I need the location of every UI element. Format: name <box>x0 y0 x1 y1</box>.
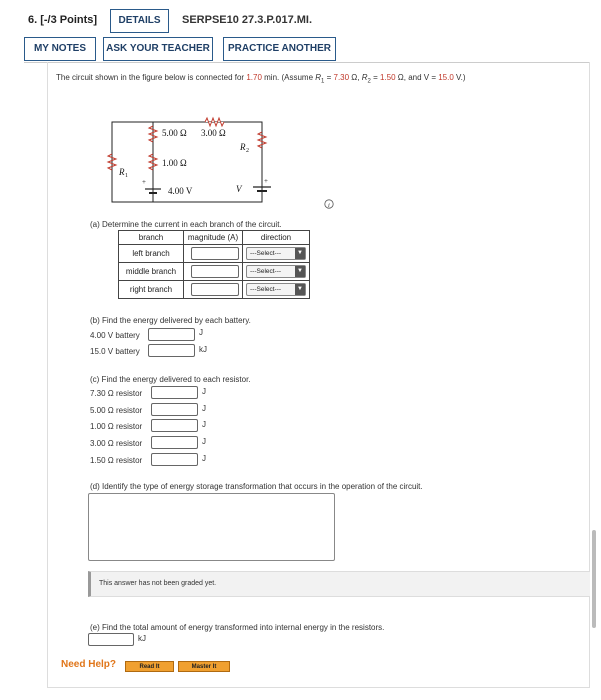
battery-15v-energy-input[interactable] <box>148 344 195 357</box>
resistor-1.50-energy-input[interactable] <box>151 453 198 466</box>
question-id: SERPSE10 27.3.P.017.MI. <box>182 14 313 26</box>
part-a-prompt: (a) Determine the current in each branch of the circuit. <box>90 220 282 229</box>
label-R2-sub: 2 <box>246 148 249 154</box>
unit-label: J <box>202 404 206 413</box>
ask-your-teacher-button[interactable]: ASK YOUR TEACHER <box>103 37 213 61</box>
unit-label: J <box>199 328 203 337</box>
branch-label: right branch <box>119 281 184 299</box>
resistor-label: 1.50 Ω resistor <box>90 456 143 465</box>
col-header-magnitude: magnitude (A) <box>184 231 243 245</box>
unit-label: kJ <box>138 634 146 643</box>
grading-notice <box>88 571 590 597</box>
branch-label: middle branch <box>119 263 184 281</box>
details-button[interactable]: DETAILS <box>110 9 169 33</box>
part-d-prompt: (d) Identify the type of energy storage transformation that occurs in the operation of the circuit. <box>90 482 423 491</box>
energy-transformation-textarea[interactable] <box>88 493 335 561</box>
need-help-label: Need Help? <box>61 659 117 670</box>
right-branch-magnitude-input[interactable] <box>191 283 239 296</box>
read-it-button[interactable]: Read It <box>125 661 174 672</box>
label-5ohm: 5.00 Ω <box>162 128 187 138</box>
label-1ohm: 1.00 Ω <box>162 158 187 168</box>
chevron-down-icon: ▼ <box>295 284 305 295</box>
resistor-3ohm-top <box>205 118 224 126</box>
col-header-direction: direction <box>243 231 310 245</box>
battery-label: 4.00 V battery <box>90 331 140 340</box>
resistor-label: 5.00 Ω resistor <box>90 406 143 415</box>
current-table <box>118 230 310 299</box>
question-number: 6. [-/3 Points] <box>28 14 98 26</box>
my-notes-button[interactable]: MY NOTES <box>24 37 96 61</box>
resistor-label: 3.00 Ω resistor <box>90 439 143 448</box>
resistor-3.00-energy-input[interactable] <box>151 436 198 449</box>
problem-statement: The circuit shown in the figure below is connected for 1.70 min. (Assume $R_1 = 7.30$ Ω, $R_2 = 1.50$ Ω, and V = 15.0 V.) <box>56 73 466 85</box>
resistor-1.00-energy-input[interactable] <box>151 419 198 432</box>
middle-branch-magnitude-input[interactable] <box>191 265 239 278</box>
chevron-down-icon: ▼ <box>295 266 305 277</box>
master-it-button[interactable]: Master It <box>178 661 230 672</box>
resistor-5.00-energy-input[interactable] <box>151 403 198 416</box>
battery-4v-energy-input[interactable] <box>148 328 195 341</box>
circuit-figure <box>105 112 285 207</box>
grading-notice-text: This answer has not been graded yet. <box>99 580 217 587</box>
label-R2: R <box>240 142 246 152</box>
label-R1-sub: 1 <box>125 173 128 179</box>
table-row <box>119 245 310 263</box>
part-e-prompt: (e) Find the total amount of energy transformed into internal energy in the resistors. <box>90 623 385 632</box>
label-4v: 4.00 V <box>168 186 193 196</box>
table-row <box>119 281 310 299</box>
resistor-label: 7.30 Ω resistor <box>90 389 143 398</box>
middle-branch-direction-select[interactable]: ---Select--- ▼ <box>246 265 306 278</box>
resistor-label: 1.00 Ω resistor <box>90 422 143 431</box>
col-header-branch: branch <box>119 231 184 245</box>
part-c-prompt: (c) Find the energy delivered to each resistor. <box>90 375 251 384</box>
label-V: V <box>236 184 242 194</box>
unit-label: kJ <box>199 345 207 354</box>
info-icon[interactable] <box>324 199 334 209</box>
label-R1: R <box>119 167 125 177</box>
unit-label: J <box>202 437 206 446</box>
battery-label: 15.0 V battery <box>90 347 140 356</box>
right-branch-direction-select[interactable]: ---Select--- ▼ <box>246 283 306 296</box>
plus-sign-left: + <box>142 178 146 186</box>
chevron-down-icon: ▼ <box>295 248 305 259</box>
part-b-prompt: (b) Find the energy delivered by each battery. <box>90 316 251 325</box>
unit-label: J <box>202 454 206 463</box>
unit-label: J <box>202 387 206 396</box>
table-row <box>119 263 310 281</box>
scrollbar-thumb[interactable] <box>592 530 596 628</box>
svg-text:i: i <box>328 202 330 209</box>
practice-another-button[interactable]: PRACTICE ANOTHER <box>223 37 336 61</box>
plus-sign-right: + <box>264 177 268 185</box>
total-internal-energy-input[interactable] <box>88 633 134 646</box>
left-branch-direction-select[interactable]: ---Select--- ▼ <box>246 247 306 260</box>
unit-label: J <box>202 420 206 429</box>
resistor-7.30-energy-input[interactable] <box>151 386 198 399</box>
branch-label: left branch <box>119 245 184 263</box>
left-branch-magnitude-input[interactable] <box>191 247 239 260</box>
label-3ohm: 3.00 Ω <box>201 128 226 138</box>
